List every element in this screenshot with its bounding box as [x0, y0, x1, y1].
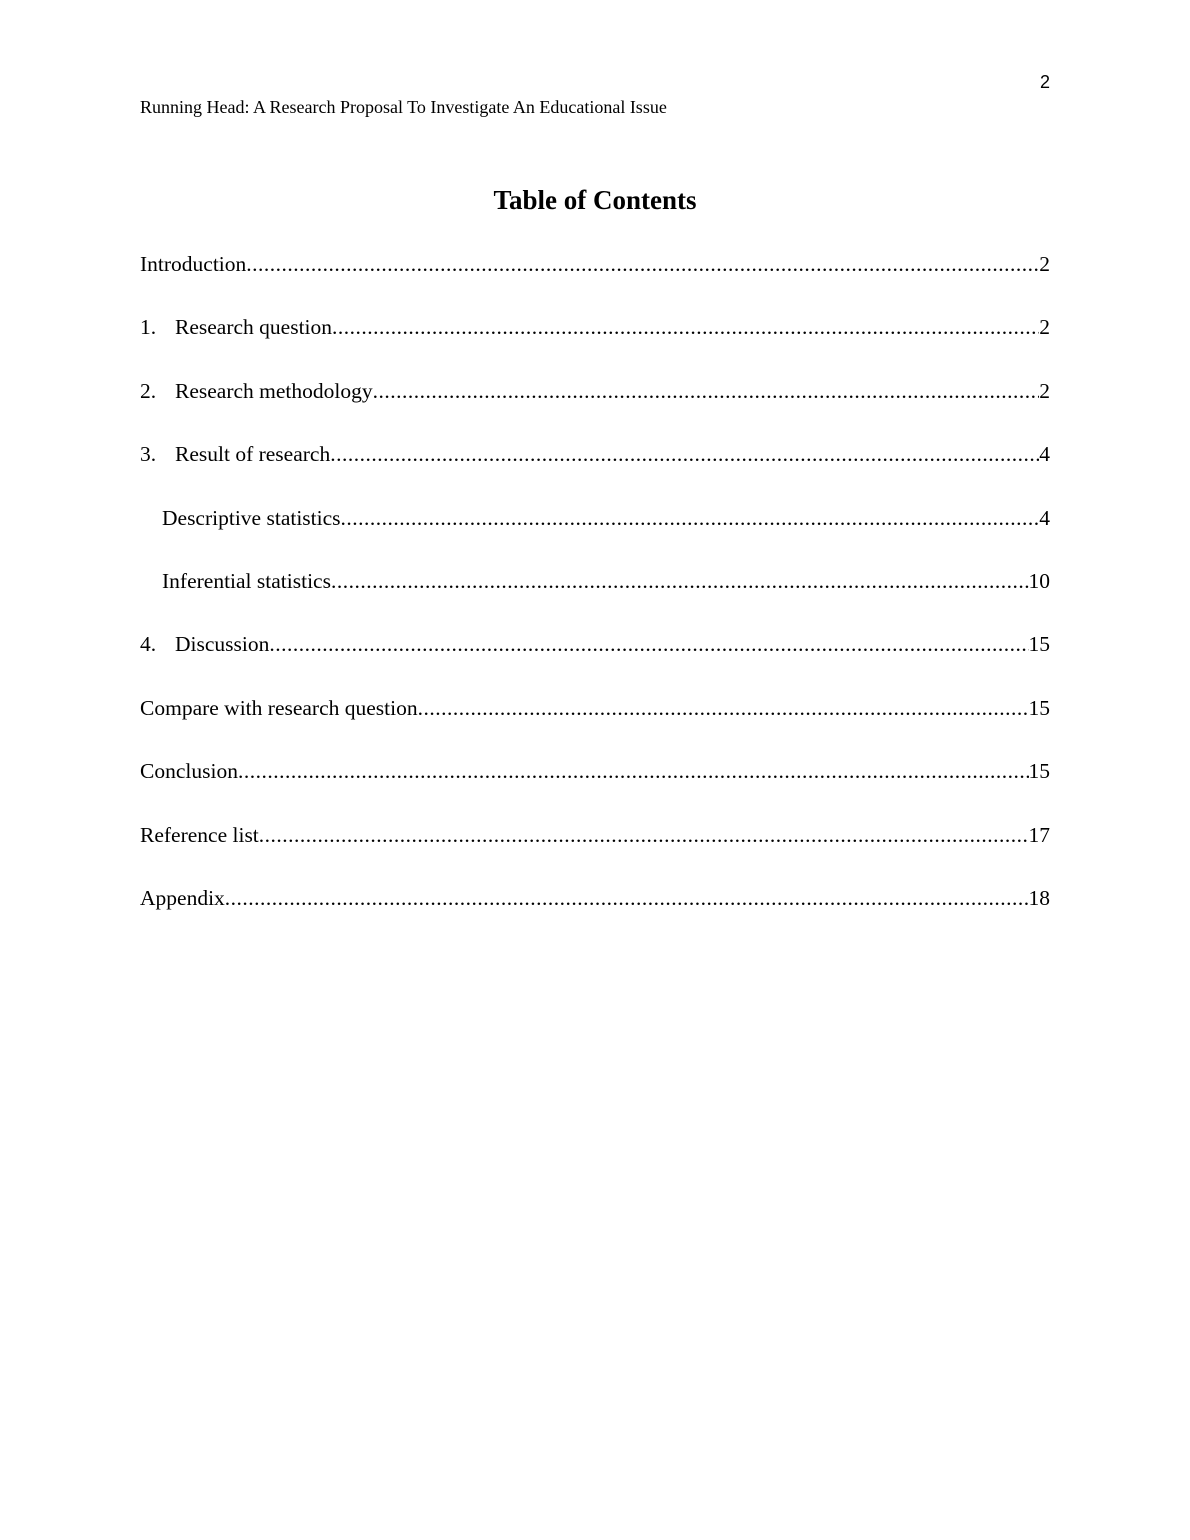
toc-entry-page: 4 — [1039, 442, 1050, 467]
toc-entry-page: 4 — [1039, 505, 1050, 530]
dot-leader — [246, 250, 1039, 278]
toc-entry-label: Discussion — [175, 632, 270, 657]
table-of-contents — [140, 250, 1050, 947]
toc-entry-introduction[interactable] — [140, 250, 1050, 313]
toc-entry-research-question[interactable] — [140, 313, 1050, 376]
dot-leader — [330, 440, 1039, 468]
toc-entry-number: 2. — [140, 378, 157, 403]
toc-entry-page: 15 — [1028, 759, 1050, 784]
toc-entry-page: 10 — [1028, 568, 1050, 593]
toc-entry-research-methodology[interactable] — [140, 377, 1050, 440]
toc-entry-label: Compare with research question — [140, 695, 418, 720]
dot-leader — [238, 757, 1029, 785]
toc-entry-label: Reference list — [140, 822, 259, 847]
page-number: 2 — [1039, 72, 1050, 92]
toc-entry-inferential-statistics[interactable] — [140, 567, 1050, 630]
toc-title: Table of Contents — [493, 185, 697, 215]
toc-entry-page: 2 — [1039, 252, 1050, 276]
toc-entry-label: Conclusion — [140, 759, 238, 784]
toc-entry-label: Inferential statistics — [162, 568, 331, 593]
toc-entry-label: Descriptive statistics — [162, 505, 341, 530]
toc-entry-page: 2 — [1039, 378, 1050, 403]
toc-entry-label: Result of research — [175, 442, 331, 467]
dot-leader — [373, 377, 1040, 405]
running-head: Running Head: A Research Proposal To Investigate An Educational Issue — [140, 97, 667, 117]
dot-leader — [259, 821, 1029, 849]
toc-entry-label: Introduction — [140, 252, 247, 276]
toc-entry-number: 3. — [140, 442, 157, 467]
toc-entry-result-of-research[interactable] — [140, 440, 1050, 503]
toc-entry-number: 4. — [140, 632, 157, 657]
dot-leader — [332, 313, 1039, 341]
dot-leader — [418, 694, 1029, 722]
toc-entry-page: 18 — [1028, 885, 1050, 910]
toc-entry-page: 15 — [1028, 632, 1050, 657]
toc-entry-discussion[interactable] — [140, 630, 1050, 693]
toc-entry-conclusion[interactable] — [140, 757, 1050, 820]
toc-entry-label: Research question — [175, 315, 333, 340]
toc-entry-appendix[interactable] — [140, 884, 1050, 947]
toc-entry-reference-list[interactable] — [140, 821, 1050, 884]
toc-entry-page: 17 — [1028, 822, 1050, 847]
toc-entry-descriptive-statistics[interactable] — [140, 504, 1050, 567]
dot-leader — [269, 630, 1028, 658]
toc-entry-label: Research methodology — [175, 378, 373, 403]
toc-entry-page: 15 — [1028, 695, 1050, 720]
dot-leader — [331, 567, 1029, 595]
toc-entry-label: Appendix — [140, 885, 225, 910]
toc-entry-page: 2 — [1039, 315, 1050, 340]
toc-entry-compare-with-research-question[interactable] — [140, 694, 1050, 757]
dot-leader — [225, 884, 1029, 912]
toc-entry-number: 1. — [140, 315, 157, 340]
dot-leader — [341, 504, 1040, 532]
